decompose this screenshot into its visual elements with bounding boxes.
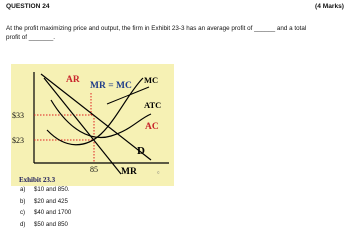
question-marks: (4 Marks) xyxy=(315,3,344,10)
option-letter: b) xyxy=(20,197,26,205)
question-text xyxy=(6,24,311,42)
option-b[interactable] xyxy=(20,196,71,208)
label-d: D xyxy=(137,145,145,157)
exhibit-figure xyxy=(11,64,174,186)
question-line-2: profit of _______. xyxy=(6,34,56,41)
exhibit-mark: © xyxy=(157,171,160,175)
label-atc: ATC xyxy=(144,100,162,110)
exhibit-graph xyxy=(11,64,174,186)
y-tick-23: $23 xyxy=(12,136,24,145)
label-mc: MC xyxy=(144,75,159,85)
label-ar: AR xyxy=(66,75,80,85)
x-tick-85: 85 xyxy=(90,165,98,174)
option-c[interactable] xyxy=(20,207,71,219)
question-line-1: At the profit maximizing price and output, the firm in Exhibit 23-3 has an average profit of ______ and a total xyxy=(6,25,307,32)
question-title: QUESTION 24 xyxy=(6,3,50,10)
y-tick-33: $33 xyxy=(12,111,24,120)
question-header xyxy=(6,3,344,13)
option-text: $50 and 850 xyxy=(34,220,68,228)
option-letter: c) xyxy=(20,209,26,217)
option-text: $10 and 850. xyxy=(34,186,70,193)
option-text: $20 and 425 xyxy=(34,197,68,205)
exhibit-caption: Exhibit 23.3 xyxy=(19,176,56,184)
option-d[interactable] xyxy=(20,219,71,231)
label-mr: MR xyxy=(121,167,137,177)
label-mr-eq-mc: MR = MC xyxy=(90,81,132,91)
option-letter: d) xyxy=(20,220,26,228)
option-text: $40 and 1700 xyxy=(34,209,72,217)
option-letter: a) xyxy=(20,186,26,193)
label-ac: AC xyxy=(145,122,159,132)
option-a[interactable] xyxy=(20,184,71,196)
answer-options xyxy=(20,184,71,230)
